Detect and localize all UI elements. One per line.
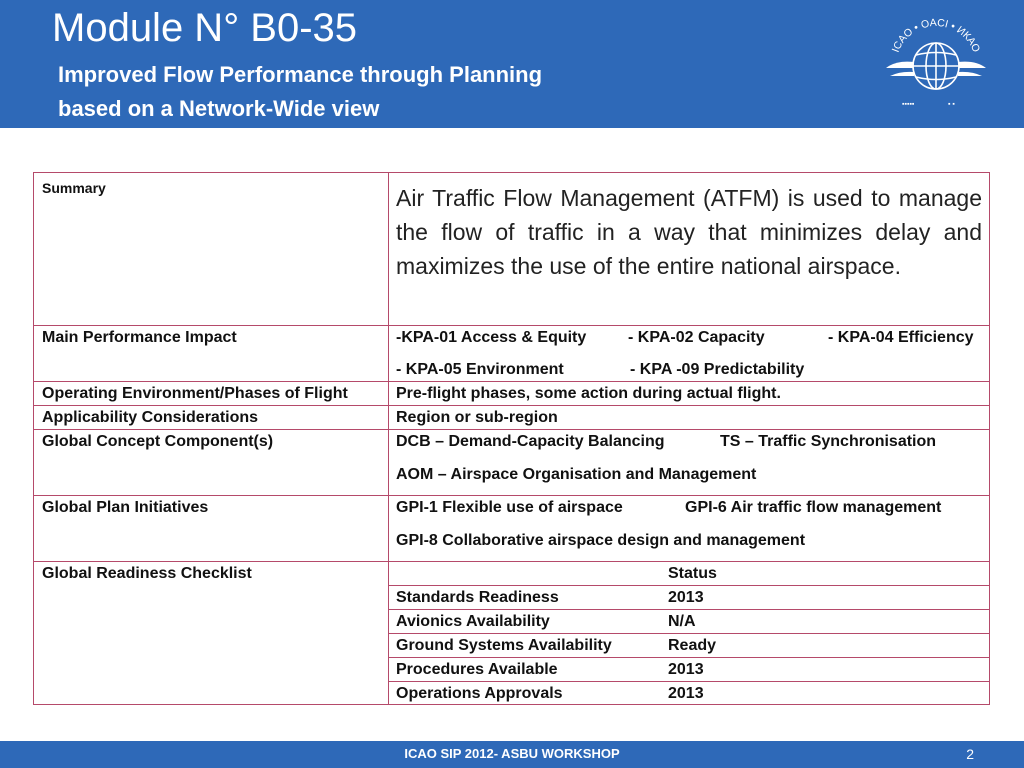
- readiness-item: Procedures Available: [396, 661, 558, 678]
- page-number: 2: [966, 746, 974, 762]
- gpi-label: Global Plan Initiatives: [42, 499, 209, 516]
- logo-text: ICAO • OACI • ИКАО: [889, 16, 983, 55]
- concept-aom: AOM – Airspace Organisation and Management: [396, 466, 757, 483]
- svg-text:▪▪▪▪▪: ▪▪▪▪▪: [902, 101, 915, 108]
- row-divider: [388, 633, 989, 634]
- readiness-status: 2013: [668, 589, 704, 606]
- row-divider: [34, 561, 989, 562]
- concept-dcb: DCB – Demand-Capacity Balancing: [396, 433, 665, 450]
- environment-label: Operating Environment/Phases of Flight: [42, 385, 348, 402]
- icao-logo-icon: [878, 10, 994, 118]
- kpa-05: - KPA-05 Environment: [396, 361, 564, 378]
- table-column-divider: [388, 173, 389, 704]
- environment-value: Pre-flight phases, some action during actual flight.: [396, 385, 781, 402]
- concept-label: Global Concept Component(s): [42, 433, 274, 450]
- concept-ts: TS – Traffic Synchronisation: [720, 433, 937, 450]
- applicability-value: Region or sub-region: [396, 409, 558, 426]
- summary-label: Summary: [42, 180, 106, 196]
- gpi-6: GPI-6 Air traffic flow management: [685, 499, 942, 516]
- gpi-8: GPI-8 Collaborative airspace design and management: [396, 532, 806, 549]
- kpa-04: - KPA-04 Efficiency: [828, 329, 974, 346]
- page-title: Module N° B0-35: [52, 6, 358, 50]
- row-divider: [388, 681, 989, 682]
- readiness-label: Global Readiness Checklist: [42, 565, 252, 582]
- subtitle-line-1: Improved Flow Performance through Planning: [58, 62, 543, 87]
- svg-text:▪ ▪: ▪ ▪: [948, 101, 955, 108]
- kpa-02: - KPA-02 Capacity: [628, 329, 765, 346]
- slide-header: [0, 0, 1024, 128]
- row-divider: [34, 405, 989, 406]
- readiness-status-header: Status: [668, 565, 717, 582]
- readiness-status: 2013: [668, 661, 704, 678]
- row-divider: [34, 495, 989, 496]
- row-divider: [34, 381, 989, 382]
- readiness-status: 2013: [668, 685, 704, 702]
- readiness-item: Operations Approvals: [396, 685, 563, 702]
- readiness-item: Ground Systems Availability: [396, 637, 612, 654]
- row-divider: [388, 657, 989, 658]
- page-subtitle: [58, 58, 658, 126]
- kpa-01: -KPA-01 Access & Equity: [396, 329, 587, 346]
- row-divider: [34, 429, 989, 430]
- readiness-status: N/A: [668, 613, 696, 630]
- applicability-label: Applicability Considerations: [42, 409, 259, 426]
- readiness-item: Standards Readiness: [396, 589, 559, 606]
- readiness-item: Avionics Availability: [396, 613, 550, 630]
- footer-text: ICAO SIP 2012- ASBU WORKSHOP: [404, 746, 620, 761]
- subtitle-line-2: based on a Network-Wide view: [58, 96, 380, 121]
- summary-text: Air Traffic Flow Management (ATFM) is used to manage the flow of traffic in a way that minimizes delay and maximizes the use of the entire national airspace.: [396, 185, 982, 279]
- row-divider: [388, 585, 989, 586]
- row-divider: [388, 609, 989, 610]
- slide-footer: [0, 741, 1024, 768]
- kpa-09: - KPA -09 Predictability: [630, 361, 805, 378]
- module-table: [33, 172, 990, 705]
- impact-label: Main Performance Impact: [42, 329, 237, 346]
- row-divider: [34, 325, 989, 326]
- readiness-status: Ready: [668, 637, 717, 654]
- gpi-1: GPI-1 Flexible use of airspace: [396, 499, 623, 516]
